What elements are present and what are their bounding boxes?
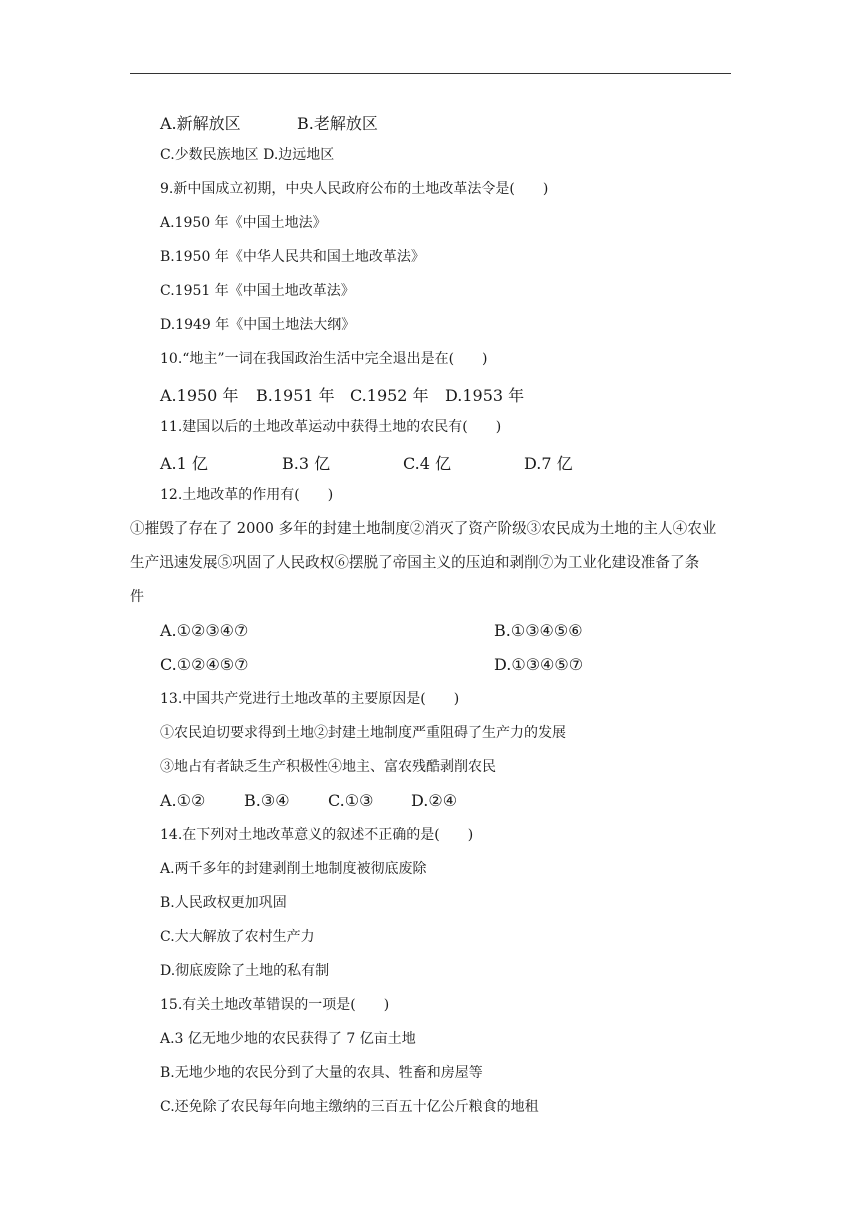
q11-options xyxy=(0,451,860,471)
q10-option-c: C.1952 年 xyxy=(350,386,429,405)
q8-option-b: B.老解放区 xyxy=(297,114,378,133)
q10-options xyxy=(0,383,860,403)
q11-option-c: C.4 亿 xyxy=(403,454,452,473)
q12-option-a: A.①②③④⑦ xyxy=(160,621,249,640)
q9-option-b: B.1950 年《中华人民共和国土地改革法》 xyxy=(160,249,425,265)
q14-option-b: B.人民政权更加巩固 xyxy=(160,895,287,911)
q14-option-a: A.两千多年的封建剥削土地制度被彻底废除 xyxy=(160,861,427,877)
q9-option-c: C.1951 年《中国土地改革法》 xyxy=(160,283,355,299)
q13-stem: 13.中国共产党进行土地改革的主要原因是( ) xyxy=(160,691,460,707)
q10-option-b: B.1951 年 xyxy=(256,386,335,405)
q12-body-line-3: 件 xyxy=(130,589,144,605)
q12-body-line-1: ①摧毁了存在了 2000 多年的封建土地制度②消灭了资产阶级③农民成为土地的主人④农业 xyxy=(130,520,717,537)
q13-body-line-1: ①农民迫切要求得到土地②封建土地制度严重阻碍了生产力的发展 xyxy=(160,725,566,741)
q15-option-a: A.3 亿无地少地的农民获得了 7 亿亩土地 xyxy=(160,1031,416,1047)
q12-stem: 12.土地改革的作用有( ) xyxy=(160,487,334,503)
q14-option-c: C.大大解放了农村生产力 xyxy=(160,929,315,945)
q12-option-b: B.①③④⑤⑥ xyxy=(494,621,583,640)
q13-options xyxy=(0,791,860,811)
q13-option-c: C.①③ xyxy=(328,791,374,810)
q8-option-a: A.新解放区 xyxy=(160,114,241,133)
q11-option-a: A.1 亿 xyxy=(160,454,208,473)
q12-body-line-2: 生产迅速发展⑤巩固了人民政权⑥摆脱了帝国主义的压迫和剥削⑦为工业化建设准备了条 xyxy=(130,554,700,571)
q12-options-row-1 xyxy=(0,621,860,641)
q12-options-row-2 xyxy=(0,655,860,675)
q13-option-b: B.③④ xyxy=(244,791,290,810)
q14-option-d: D.彻底废除了土地的私有制 xyxy=(160,963,330,979)
q11-stem: 11.建国以后的土地改革运动中获得土地的农民有( ) xyxy=(160,419,502,435)
q9-option-d: D.1949 年《中国土地法大纲》 xyxy=(160,317,356,333)
q14-stem: 14.在下列对土地改革意义的叙述不正确的是( ) xyxy=(160,827,474,843)
q9-option-a: A.1950 年《中国土地法》 xyxy=(160,215,327,231)
q11-option-d: D.7 亿 xyxy=(524,454,573,473)
q9-stem: 9.新中国成立初期，中央人民政府公布的土地改革法令是( ) xyxy=(160,181,549,197)
q13-option-d: D.②④ xyxy=(411,791,458,810)
q8-options-row-2: C.少数民族地区 D.边远地区 xyxy=(160,147,335,163)
q11-option-b: B.3 亿 xyxy=(282,454,331,473)
q12-option-c: C.①②④⑤⑦ xyxy=(160,655,249,674)
q10-stem: 10.“地主”一词在我国政治生活中完全退出是在( ) xyxy=(160,351,488,367)
header-rule xyxy=(130,73,731,74)
q15-stem: 15.有关土地改革错误的一项是( ) xyxy=(160,997,390,1013)
q13-body-line-2: ③地占有者缺乏生产积极性④地主、富农残酷剥削农民 xyxy=(160,759,496,775)
q8-options-row-1 xyxy=(0,111,860,131)
q13-option-a: A.①② xyxy=(160,791,206,810)
q15-option-c: C.还免除了农民每年向地主缴纳的三百五十亿公斤粮食的地租 xyxy=(160,1099,539,1115)
q10-option-d: D.1953 年 xyxy=(445,386,525,405)
q10-option-a: A.1950 年 xyxy=(160,386,239,405)
q12-option-d: D.①③④⑤⑦ xyxy=(494,655,584,674)
q15-option-b: B.无地少地的农民分到了大量的农具、牲畜和房屋等 xyxy=(160,1065,483,1081)
